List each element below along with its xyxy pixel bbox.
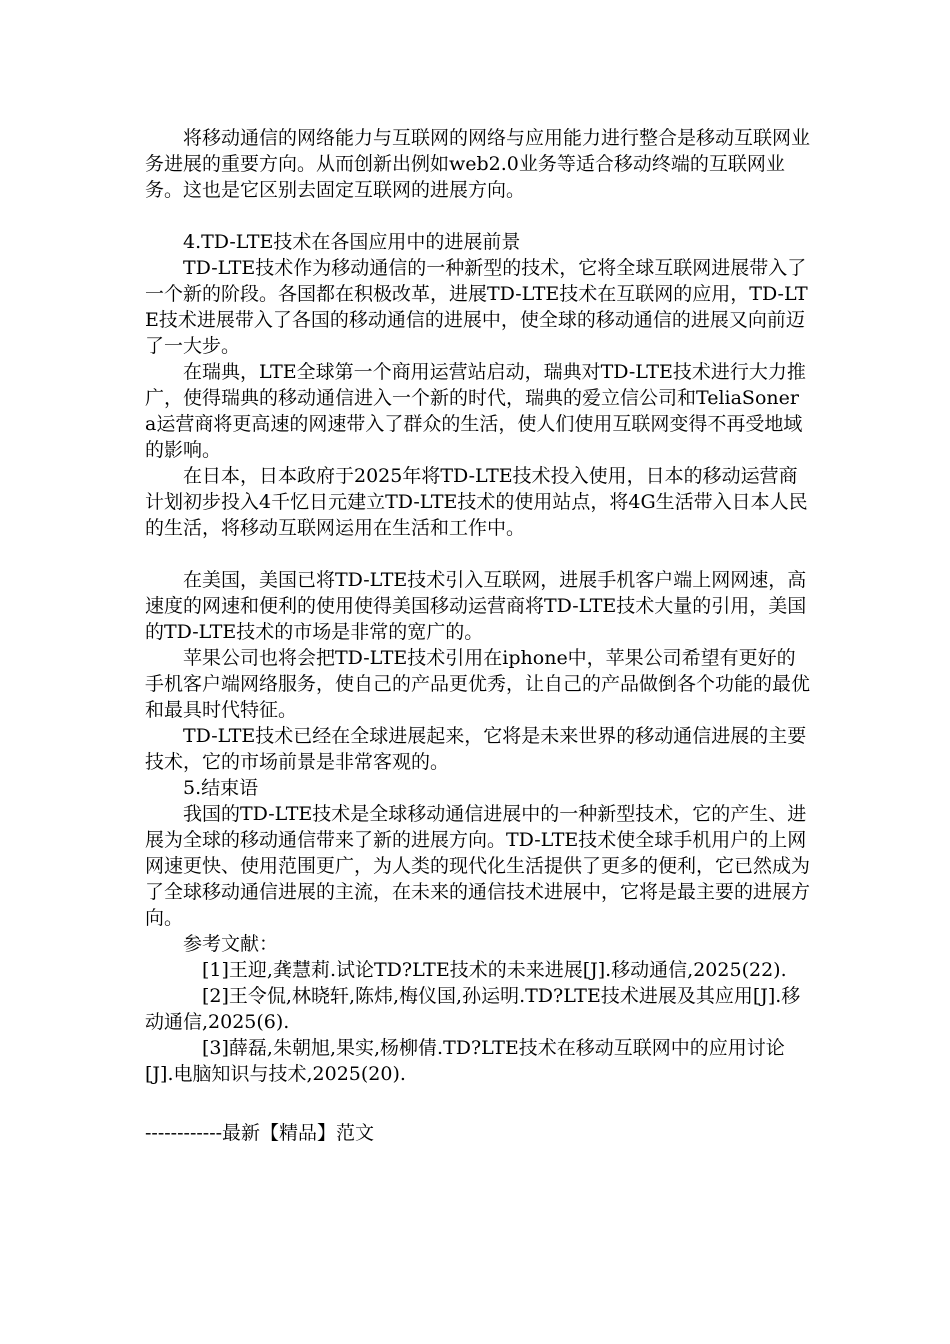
reference-3: [3]薛磊,朱朝旭,果实,杨柳倩.TD?LTE技术在移动互联网中的应用讨论[J].电脑知识与技术,2025(20). xyxy=(145,1037,785,1085)
section-heading-4: 4.TD-LTE技术在各国应用中的进展前景 xyxy=(183,231,521,253)
document-body xyxy=(145,125,810,1087)
reference-1: [1]王迎,龚慧莉.试论TD?LTE技术的未来进展[J].移动通信,2025(22). xyxy=(202,959,787,981)
section-heading-5: 5.结束语 xyxy=(183,777,259,799)
paragraph-intro: 将移动通信的网络能力与互联网的网络与应用能力进行整合是移动互联网业务进展的重要方向。从而创新出例如web2.0业务等适合移动终端的互联网业务。这也是它区别去固定互联网的进展方向。 xyxy=(145,127,811,201)
paragraph-usa: 在美国，美国已将TD-LTE技术引入互联网，进展手机客户端上网网速，高速度的网速和便利的使用使得美国移动运营商将TD-LTE技术大量的引用，美国的TD-LTE技术的市场是非常的宽广的。 xyxy=(145,569,807,643)
paragraph-conclusion: 我国的TD-LTE技术是全球移动通信进展中的一种新型技术，它的产生、进展为全球的移动通信带来了新的进展方向。TD-LTE技术使全球手机用户的上网网速更快、使用范围更广，为人类的现代化生活提供了更多的便利，它已然成为了全球移动通信进展的主流，在未来的通信技术进展中，它将是最主要的进展方向。 xyxy=(145,803,811,929)
paragraph-japan: 在日本，日本政府于2025年将TD-LTE技术投入使用，日本的移动运营商计划初步投入4千忆日元建立TD-LTE技术的使用站点，将4G生活带入日本人民的生活，将移动互联网运用在生活和工作中。 xyxy=(145,465,808,539)
paragraph-apple: 苹果公司也将会把TD-LTE技术引用在iphone中，苹果公司希望有更好的手机客户端网络服务，使自己的产品更优秀，让自己的产品做倒各个功能的最优和最具时代特征。 xyxy=(145,647,811,721)
references-title: 参考文献： xyxy=(183,933,279,955)
paragraph-global-outlook: TD-LTE技术已经在全球进展起来，它将是未来世界的移动通信进展的主要技术，它的市场前景是非常客观的。 xyxy=(145,725,807,773)
paragraph-sweden: 在瑞典，LTE全球第一个商用运营站启动，瑞典对TD-LTE技术进行大力推广，使得瑞典的移动通信进入一个新的时代，瑞典的爱立信公司和TeliaSonera运营商将更高速的网速带入了群众的生活，使人们使用互联网变得不再受地域的影响。 xyxy=(145,361,806,461)
paragraph-td-lte-overview: TD-LTE技术作为移动通信的一种新型的技术，它将全球互联网进展带入了一个新的阶段。各国都在积极改革，进展TD-LTE技术在互联网的应用，TD-LTE技术进展带入了各国的移动通信的进展中，使全球的移动通信的进展又向前迈了一大步。 xyxy=(145,257,808,357)
reference-2: [2]王令侃,林晓轩,陈炜,梅仪国,孙运明.TD?LTE技术进展及其应用[J].移动通信,2025(6). xyxy=(145,985,801,1033)
page-footer: ------------最新【精品】范文 xyxy=(145,1122,375,1144)
